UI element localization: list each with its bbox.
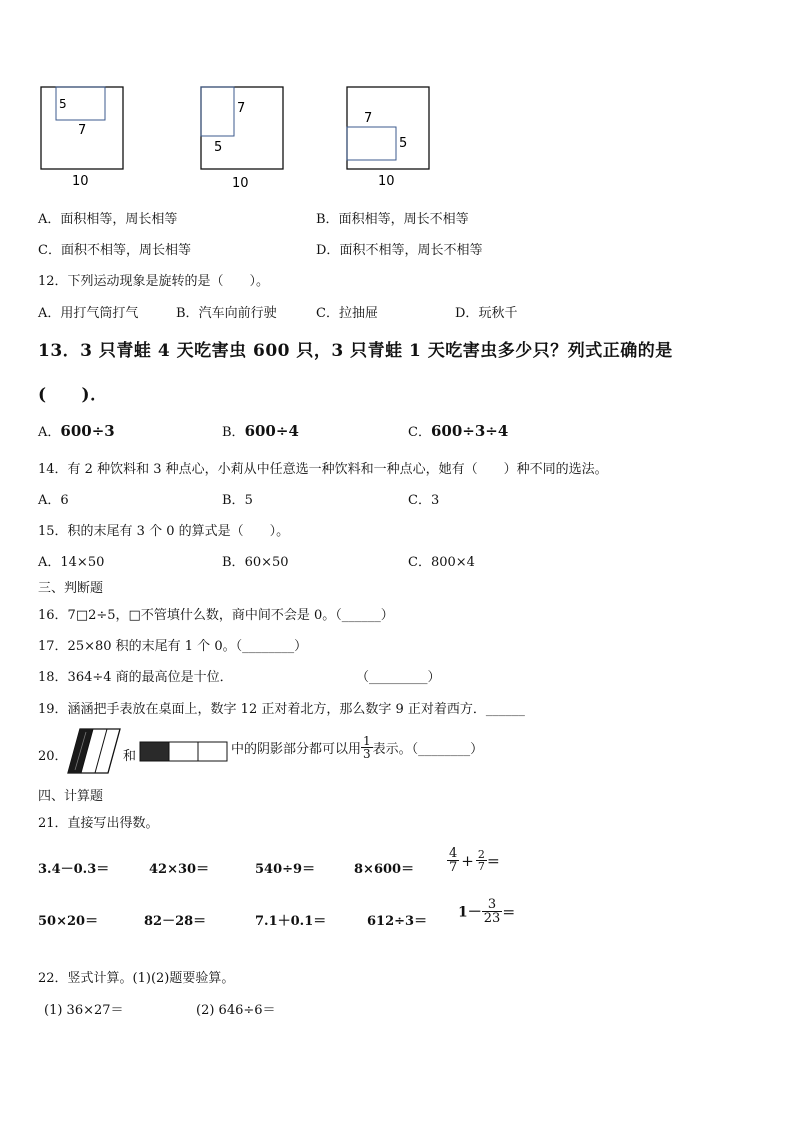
option-key: A．: [38, 425, 61, 440]
option-text: 面积不相等，周长相等: [60, 243, 191, 258]
figure-label: 5: [59, 97, 67, 111]
q20-text: [231, 735, 483, 760]
equals-sign: ＝: [502, 906, 516, 921]
option-key: B．: [222, 555, 245, 570]
option-text: 60×50: [244, 555, 289, 570]
q20-and: 和: [123, 749, 137, 764]
figure-label: 5: [214, 140, 223, 155]
q14-option-c[interactable]: [408, 489, 439, 508]
figure-2: [198, 84, 290, 190]
q15-option-b[interactable]: [222, 551, 289, 570]
calc-item[interactable]: 82－28＝: [144, 914, 207, 929]
figure-3: [344, 84, 436, 190]
fraction-numerator: 4: [449, 846, 458, 861]
option-key: B．: [316, 212, 339, 227]
option-text: 3: [430, 493, 440, 508]
q13-stem-line1: 13．3 只青蛙 4 天吃害虫 600 只，3 只青蛙 1 天吃害虫多少只？列式正确的是: [38, 341, 673, 361]
q20-fraction: [361, 735, 373, 760]
option-key: A．: [38, 306, 61, 321]
option-text: 用打气筒打气: [60, 306, 139, 321]
figure-1: [38, 84, 130, 190]
inner-rectangle: [201, 87, 234, 136]
q13-option-a[interactable]: [38, 421, 115, 440]
option-key: B．: [222, 425, 245, 440]
option-text: 面积相等，周长不相等: [338, 212, 469, 227]
q18-answer-blank[interactable]: （_________）: [356, 670, 441, 685]
q20-tail-text[interactable]: 表示。（________）: [372, 742, 484, 757]
q20-mid-text: 中的阴影部分都可以用: [231, 742, 362, 757]
fraction-numerator: 1: [363, 734, 371, 748]
option-key: B．: [176, 306, 199, 321]
section-heading-calculation: 四、计算题: [38, 789, 104, 804]
figure-label: 10: [232, 176, 249, 190]
option-key: A．: [38, 212, 61, 227]
calc-item-fraction-diff[interactable]: [458, 898, 515, 925]
calc-item[interactable]: 3.4－0.3＝: [38, 862, 110, 877]
q13-option-b[interactable]: [222, 421, 299, 440]
q12-option-d[interactable]: [455, 302, 517, 321]
calc-item[interactable]: 8×600＝: [354, 862, 415, 877]
figure-label: 10: [378, 174, 395, 189]
option-key: C．: [408, 493, 431, 508]
option-text: 5: [244, 493, 253, 508]
fraction-denominator: 23: [483, 911, 501, 926]
option-text: 汽车向前行驶: [198, 306, 277, 321]
q11-option-b[interactable]: [316, 208, 469, 227]
q12-option-c[interactable]: [316, 302, 378, 321]
figure-label: 7: [237, 101, 246, 116]
option-text: 面积相等，周长相等: [60, 212, 178, 227]
fraction: [476, 849, 487, 872]
q11-option-d[interactable]: [316, 239, 482, 258]
q13-option-c[interactable]: [408, 421, 508, 440]
q18-text: 18．364÷4 商的最高位是十位．: [38, 670, 233, 685]
q16-text: 16．7□2÷5，□不管填什么数，商中间不会是 0。（______）: [38, 608, 394, 623]
calc-item[interactable]: 612÷3＝: [367, 914, 428, 929]
option-text: 14×50: [60, 555, 105, 570]
q15-stem: 15．积的末尾有 3 个 0 的算式是（ ）。: [38, 524, 290, 539]
option-text: 800×4: [430, 555, 475, 570]
fraction-denominator: 7: [449, 860, 458, 875]
option-text: 拉抽屉: [338, 306, 378, 321]
figure-label: 7: [364, 111, 373, 126]
q22-item-1[interactable]: (1) 36×27＝: [44, 1003, 124, 1018]
option-key: A．: [38, 555, 61, 570]
q12-stem: 12．下列运动现象是旋转的是（ ）。: [38, 274, 270, 289]
lead-term: 1－: [458, 904, 482, 921]
q21-stem: 21．直接写出得数。: [38, 816, 159, 831]
option-key: A．: [38, 493, 61, 508]
figure-label: 5: [399, 136, 408, 151]
option-key: C．: [408, 555, 431, 570]
option-text: 6: [60, 493, 69, 508]
fraction-denominator: 7: [477, 860, 485, 873]
q11-option-a[interactable]: [38, 208, 177, 227]
fraction-denominator: 3: [363, 747, 371, 761]
section-heading-judgement: 三、判断题: [38, 581, 104, 596]
outer-square: [201, 87, 283, 169]
calc-item[interactable]: 42×30＝: [149, 862, 210, 877]
figure-label: 7: [78, 123, 87, 138]
q15-option-c[interactable]: [408, 551, 475, 570]
q17-text: 17．25×80 积的末尾有 1 个 0。（________）: [38, 639, 308, 654]
q13-stem-line2: ( )．: [38, 385, 108, 405]
fraction: [447, 847, 459, 874]
option-key: C．: [408, 425, 431, 440]
q14-option-b[interactable]: [222, 489, 253, 508]
q19-text: 19．涵涵把手表放在桌面上，数字 12 正对着北方，那么数字 9 正对着西方．______: [38, 702, 525, 717]
fraction-numerator: 2: [477, 848, 485, 861]
q22-item-2[interactable]: (2) 646÷6＝: [196, 1003, 276, 1018]
option-text: 玩秋千: [478, 306, 518, 321]
q12-option-b[interactable]: [176, 302, 277, 321]
option-text: 600÷3÷4: [430, 422, 509, 440]
option-key: B．: [222, 493, 245, 508]
option-text: 600÷4: [244, 422, 299, 440]
calc-item-fraction-sum[interactable]: [447, 847, 500, 874]
calc-item[interactable]: 540÷9＝: [255, 862, 316, 877]
option-key: C．: [316, 306, 339, 321]
q12-option-a[interactable]: [38, 302, 138, 321]
option-key: D．: [316, 243, 340, 258]
inner-rectangle: [347, 127, 396, 160]
q14-option-a[interactable]: [38, 489, 69, 508]
calc-item[interactable]: 50×20＝: [38, 914, 99, 929]
option-key: D．: [455, 306, 479, 321]
q15-option-a[interactable]: [38, 551, 104, 570]
plus-sign: +: [461, 851, 474, 870]
option-key: C．: [38, 243, 61, 258]
option-text: 600÷3: [60, 422, 115, 440]
q11-option-c[interactable]: [38, 239, 191, 258]
q22-stem: 22．竖式计算。(1)(2)题要验算。: [38, 971, 235, 986]
option-text: 面积不相等，周长不相等: [339, 243, 483, 258]
fraction: [482, 898, 503, 925]
figure-label: 10: [72, 174, 89, 189]
parallelogram-shape: [66, 726, 122, 776]
q20-number: 20．: [38, 749, 68, 764]
fraction-numerator: 3: [482, 898, 503, 912]
q14-stem: 14．有 2 种饮料和 3 种点心，小莉从中任意选一种饮料和一种点心，她有（ ）种不同的选法。: [38, 462, 608, 477]
outer-square: [347, 87, 429, 169]
equals-sign: ＝: [486, 855, 500, 870]
calc-item[interactable]: 7.1＋0.1＝: [255, 914, 327, 929]
strip-shape: [138, 740, 230, 764]
